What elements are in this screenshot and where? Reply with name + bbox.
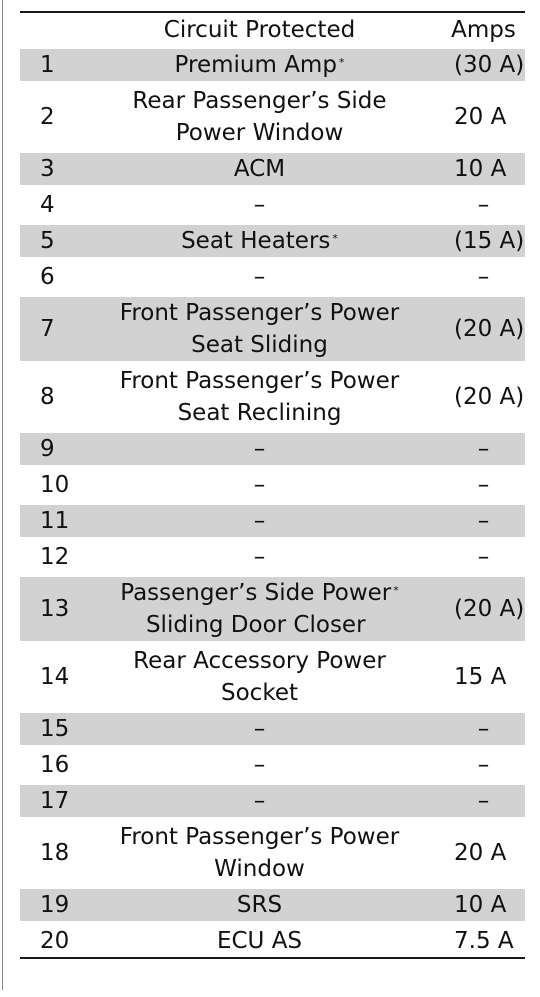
circuit-protected-cell <box>77 431 442 467</box>
circuit-protected-text: ECU AS <box>216 928 303 954</box>
circuit-protected-text: – <box>253 544 266 570</box>
table-row <box>20 363 525 431</box>
fuse-number: 1 <box>20 48 77 84</box>
table-row <box>20 83 525 151</box>
table-row <box>20 151 525 187</box>
fuse-number: 5 <box>20 223 77 259</box>
fuse-table <box>20 11 525 959</box>
fuse-number: 16 <box>20 747 77 783</box>
table-row <box>20 295 525 363</box>
table-row <box>20 259 525 295</box>
circuit-protected-cell <box>77 467 442 503</box>
circuit-protected-text: – <box>253 264 266 290</box>
circuit-protected-cell <box>77 295 442 363</box>
fuse-table-body <box>20 48 525 959</box>
fuse-number: 7 <box>20 295 77 363</box>
fuse-number: 8 <box>20 363 77 431</box>
fuse-number: 15 <box>20 711 77 747</box>
circuit-protected-text: – <box>253 752 266 778</box>
amps-value: 10 A <box>442 887 525 923</box>
table-row <box>20 467 525 503</box>
table-row <box>20 539 525 575</box>
circuit-protected-text: – <box>253 472 266 498</box>
fuse-number: 19 <box>20 887 77 923</box>
circuit-protected-cell <box>77 223 442 259</box>
table-row <box>20 711 525 747</box>
amps-value: – <box>442 431 525 467</box>
table-row <box>20 747 525 783</box>
amps-value: 20 A <box>442 83 525 151</box>
circuit-protected-text: – <box>253 436 266 462</box>
circuit-protected-cell <box>77 539 442 575</box>
fuse-number: 11 <box>20 503 77 539</box>
circuit-protected-cell <box>77 83 442 151</box>
circuit-protected-cell <box>77 575 442 643</box>
amps-value: (15 A) <box>442 223 525 259</box>
amps-value: – <box>442 539 525 575</box>
circuit-protected-cell <box>77 783 442 819</box>
table-row <box>20 923 525 958</box>
circuit-protected-cell <box>77 923 442 958</box>
fuse-table-container <box>20 11 525 959</box>
amps-value: 7.5 A <box>442 923 525 958</box>
circuit-protected-cell <box>77 819 442 887</box>
fuse-number: 3 <box>20 151 77 187</box>
circuit-protected-text: Front Passenger’s Power Seat Reclining <box>119 368 400 426</box>
fuse-number: 12 <box>20 539 77 575</box>
header-circuit-protected: Circuit Protected <box>163 16 356 43</box>
circuit-protected-text: Front Passenger’s Power Window <box>119 824 400 882</box>
circuit-protected-text: – <box>253 192 266 218</box>
header-amps: Amps <box>451 16 516 43</box>
circuit-protected-cell <box>77 259 442 295</box>
footnote-asterisk: * <box>393 584 399 597</box>
fuse-number: 14 <box>20 643 77 711</box>
circuit-protected-text: – <box>253 716 266 742</box>
table-row <box>20 643 525 711</box>
table-row <box>20 575 525 643</box>
footnote-asterisk: * <box>332 232 338 245</box>
header-row <box>20 12 525 48</box>
footnote-asterisk: * <box>338 56 345 69</box>
amps-value: – <box>442 747 525 783</box>
amps-value: – <box>442 187 525 223</box>
fuse-number: 9 <box>20 431 77 467</box>
table-row <box>20 783 525 819</box>
table-row <box>20 819 525 887</box>
circuit-protected-cell <box>77 503 442 539</box>
amps-value: (20 A) <box>442 363 525 431</box>
circuit-protected-cell <box>77 747 442 783</box>
fuse-number: 20 <box>20 923 77 958</box>
amps-value: (20 A) <box>442 575 525 643</box>
table-row <box>20 431 525 467</box>
amps-value: – <box>442 711 525 747</box>
amps-value: 10 A <box>442 151 525 187</box>
table-row <box>20 187 525 223</box>
table-row <box>20 48 525 84</box>
table-row <box>20 887 525 923</box>
page-left-rule <box>2 0 3 990</box>
amps-value: – <box>442 259 525 295</box>
amps-value: 20 A <box>442 819 525 887</box>
circuit-protected-text: Premium Amp <box>174 52 337 78</box>
circuit-protected-cell <box>77 48 442 84</box>
amps-value: – <box>442 467 525 503</box>
circuit-protected-text: Front Passenger’s Power Seat Sliding <box>119 300 400 358</box>
circuit-protected-cell <box>77 643 442 711</box>
fuse-number: 13 <box>20 575 77 643</box>
circuit-protected-cell <box>77 711 442 747</box>
circuit-protected-text: – <box>253 788 266 814</box>
circuit-protected-text: SRS <box>236 892 283 918</box>
amps-value: (20 A) <box>442 295 525 363</box>
table-row <box>20 223 525 259</box>
header-number <box>20 12 77 48</box>
circuit-protected-cell <box>77 887 442 923</box>
circuit-protected-cell <box>77 151 442 187</box>
circuit-protected-text: Seat Heaters <box>181 228 331 254</box>
circuit-protected-text: ACM <box>233 156 286 182</box>
fuse-number: 4 <box>20 187 77 223</box>
circuit-protected-cell <box>77 363 442 431</box>
fuse-number: 18 <box>20 819 77 887</box>
amps-value: 15 A <box>442 643 525 711</box>
fuse-table-header <box>20 12 525 48</box>
fuse-number: 17 <box>20 783 77 819</box>
circuit-protected-text: Rear Passenger’s Side Power Window <box>132 88 387 146</box>
table-row <box>20 503 525 539</box>
circuit-protected-text: Rear Accessory Power Socket <box>133 648 386 706</box>
amps-value: – <box>442 783 525 819</box>
amps-value: – <box>442 503 525 539</box>
circuit-protected-text: – <box>253 508 266 534</box>
circuit-protected-cell <box>77 187 442 223</box>
fuse-number: 6 <box>20 259 77 295</box>
amps-value: (30 A) <box>442 48 525 84</box>
fuse-number: 10 <box>20 467 77 503</box>
circuit-protected-text: Passenger’s Side Power Sliding Door Closer <box>120 580 392 638</box>
fuse-number: 2 <box>20 83 77 151</box>
